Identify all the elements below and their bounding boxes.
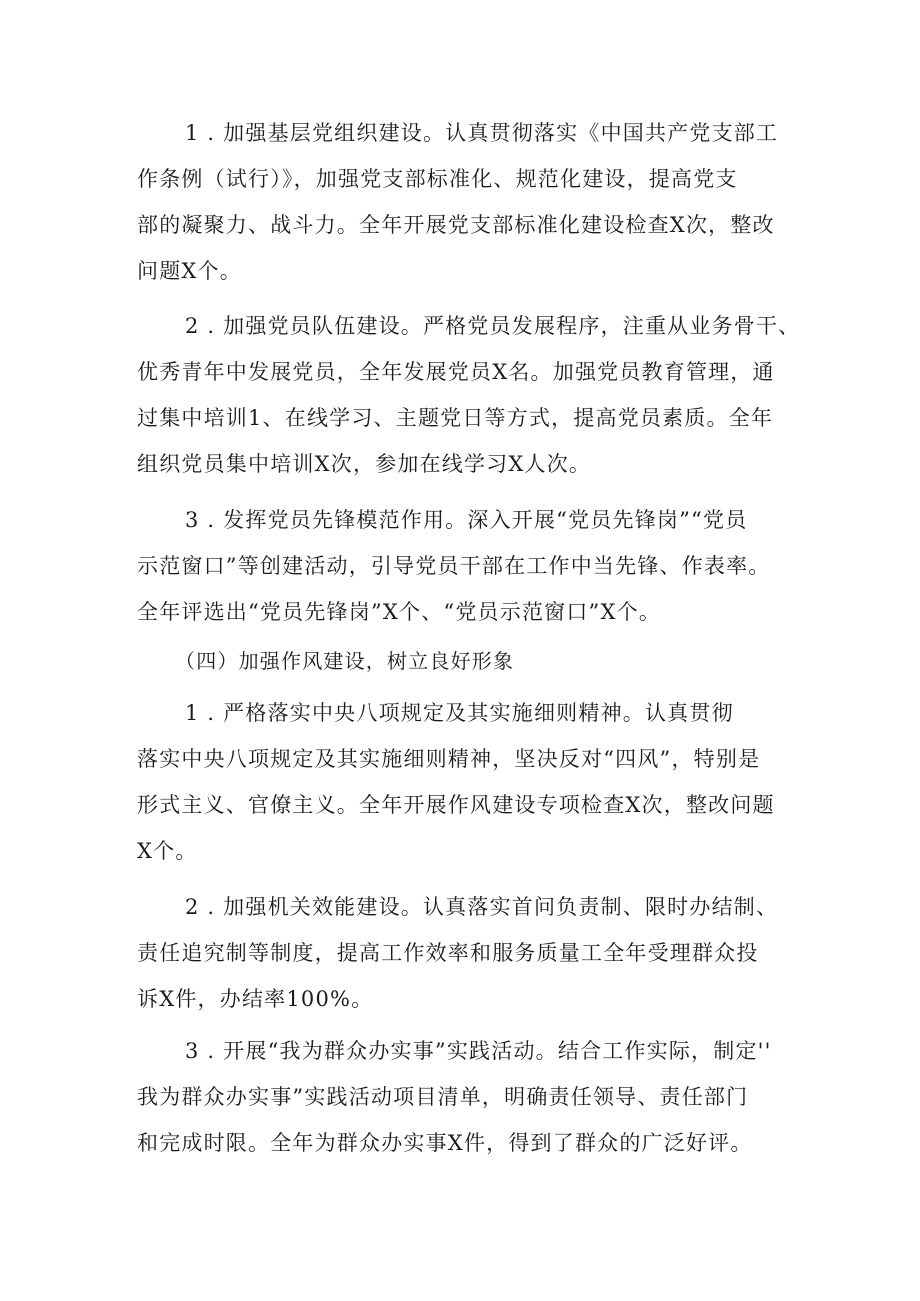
paragraph-line: 作条例（试行）》，加强党支部标准化、规范化建设，提高党支 [137, 167, 738, 191]
paragraph-line: 2 . 加强机关效能建设。认真落实首问负责制、限时办结制、 [185, 895, 779, 919]
paragraph-line: 组织党员集中培训X次，参加在线学习X人次。 [137, 452, 592, 476]
paragraph-line: 示范窗口”等创建活动，引导党员干部在工作中当先锋、作表率。 [137, 554, 771, 578]
section-heading: （四）加强作风建设，树立良好形象 [175, 649, 515, 673]
paragraph-line: 2 . 加强党员队伍建设。严格党员发展程序，注重从业务骨干、 [185, 314, 801, 338]
paragraph-line: 责任追究制等制度，提高工作效率和服务质量工全年受理群众投 [137, 941, 759, 965]
paragraph-line: 1 . 严格落实中央八项规定及其实施细则精神。认真贯彻 [185, 701, 734, 725]
paragraph-line: 诉X件，办结率100%。 [137, 987, 374, 1011]
paragraph-3 [137, 497, 797, 635]
paragraph-line: 3 . 开展“我为群众办实事”实践活动。结合工作实际，制定'' [185, 1039, 772, 1063]
paragraph-line: 和完成时限。全年为群众办实事X件，得到了群众的广泛好评。 [137, 1131, 753, 1155]
paragraph-line: 3 . 发挥党员先锋模范作用。深入开展“党员先锋岗”“党员 [185, 508, 748, 532]
paragraph-4 [137, 690, 797, 874]
paragraph-line: 过集中培训1、在线学习、主题党日等方式，提高党员素质。全年 [137, 406, 774, 430]
paragraph-line: 我为群众办实事”实践活动项目清单，明确责任领导、责任部门 [137, 1085, 749, 1109]
paragraph-6 [137, 1028, 797, 1166]
paragraph-line: X个。 [137, 839, 198, 863]
paragraph-line: 问题X个。 [137, 259, 242, 283]
paragraph-line: 1 . 加强基层党组织建设。认真贯彻落实《中国共产党支部工 [185, 121, 779, 145]
paragraph-line: 部的凝聚力、战斗力。全年开展党支部标准化建设检查X次，整改 [137, 213, 775, 237]
paragraph-1 [137, 110, 797, 294]
paragraph-line: 优秀青年中发展党员，全年发展党员X名。加强党员教育管理，通 [137, 360, 775, 384]
paragraph-line: 全年评选出“党员先锋岗”X个、“党员示范窗口”X个。 [137, 600, 662, 624]
paragraph-line: 落实中央八项规定及其实施细则精神，坚决反对“四风”，特别是 [137, 747, 761, 771]
paragraph-line: 形式主义、官僚主义。全年开展作风建设专项检查X次，整改问题 [137, 793, 775, 817]
paragraph-2 [137, 303, 801, 487]
paragraph-5 [137, 884, 797, 1022]
